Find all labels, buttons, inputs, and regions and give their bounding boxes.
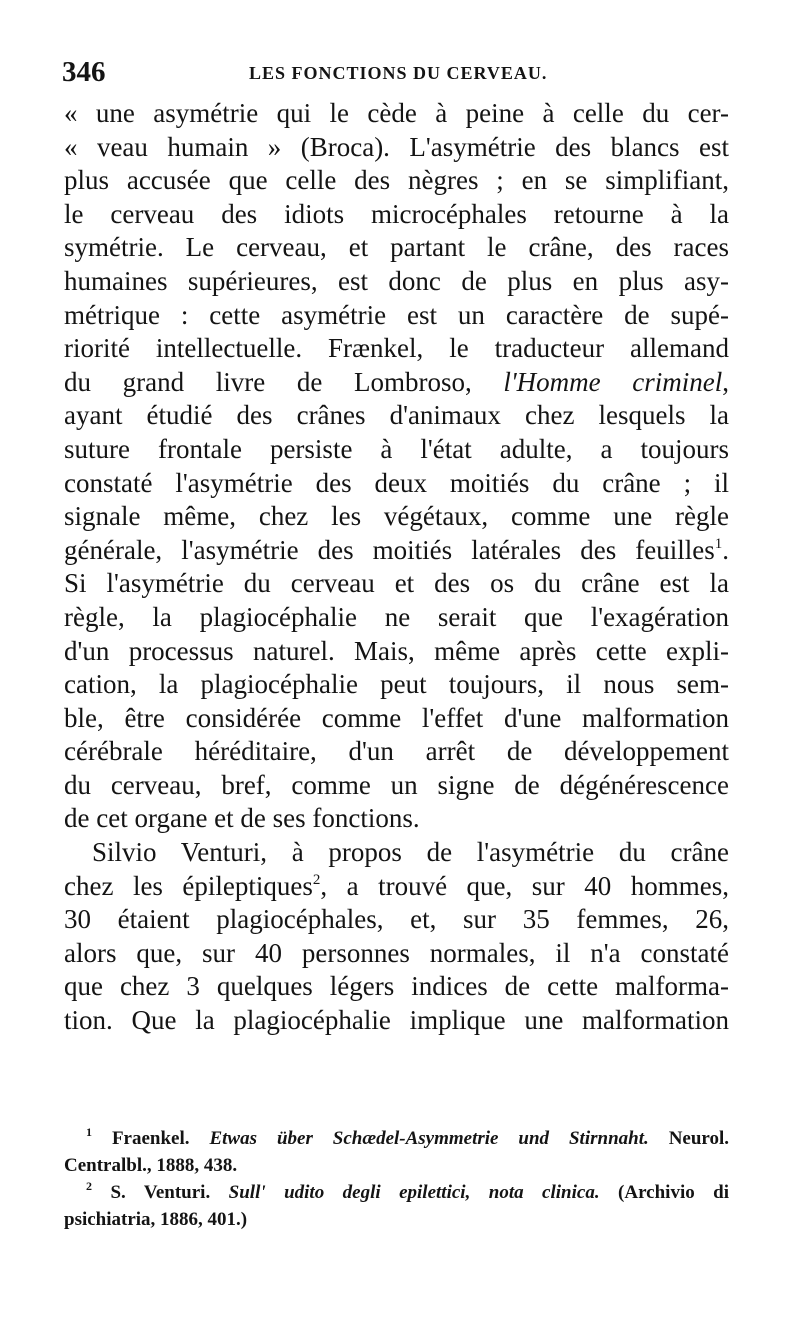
text-line: humaines supérieures, est donc de plus en plus asy- bbox=[64, 265, 729, 296]
text-line bbox=[64, 870, 729, 904]
running-head: LES FONCTIONS DU CERVEAU. bbox=[249, 63, 548, 83]
text-fragment: , a trouvé que, sur 40 hommes, bbox=[320, 870, 729, 901]
text-fragment: chez les épileptiques bbox=[64, 870, 313, 901]
text-line: ayant étudié des crânes d'animaux chez lesquels la bbox=[64, 400, 729, 431]
body-text bbox=[64, 97, 729, 1038]
footnote-2 bbox=[64, 1179, 729, 1206]
footnote-1 bbox=[64, 1125, 729, 1152]
text-fragment: , bbox=[722, 366, 729, 397]
footnote-publication: Neurol. bbox=[668, 1128, 730, 1149]
text-line: du cerveau, bref, comme un signe de dégénérescence bbox=[64, 769, 729, 800]
text-line: « une asymétrie qui le cède à peine à celle du cer- bbox=[64, 98, 729, 128]
footnote-publication: (Archivio di bbox=[618, 1182, 730, 1203]
text-line: « veau humain » (Broca). L'asymétrie des blancs est bbox=[64, 131, 729, 162]
footnote-title: Sull' udito degli epilettici, nota clinica. bbox=[228, 1182, 600, 1203]
text-line: alors que, sur 40 personnes normales, il n'a constaté bbox=[64, 937, 729, 968]
text-fragment: . bbox=[722, 534, 729, 565]
text-line: le cerveau des idiots microcéphales retourne à la bbox=[64, 198, 729, 229]
footnote-2-continued: psichiatria, 1886, 401.) bbox=[64, 1209, 248, 1230]
text-fragment: générale, l'asymétrie des moitiés latérales des feuilles bbox=[64, 534, 715, 565]
footnotes bbox=[64, 1125, 729, 1233]
text-line: règle, la plagiocéphalie ne serait que l'exagération bbox=[64, 601, 729, 632]
text-line: ble, être considérée comme l'effet d'une malformation bbox=[64, 702, 729, 733]
text-line bbox=[64, 534, 729, 568]
text-line: suture frontale persiste à l'état adulte, a toujours bbox=[64, 433, 729, 464]
footnote-mark: 2 bbox=[86, 1179, 92, 1193]
text-line: cérébrale héréditaire, d'un arrêt de développement bbox=[64, 736, 729, 767]
book-title: l'Homme criminel bbox=[503, 366, 723, 397]
footnote-title: Etwas über Schædel-Asymmetrie und Stirnnaht. bbox=[209, 1128, 649, 1149]
text-line: tion. Que la plagiocéphalie implique une malformation bbox=[64, 1005, 729, 1036]
text-line bbox=[64, 366, 729, 400]
text-line: métrique : cette asymétrie est un caractère de supé- bbox=[64, 299, 729, 330]
text-line: signale même, chez les végétaux, comme une règle bbox=[64, 501, 729, 532]
text-line: Si l'asymétrie du cerveau et des os du crâne est la bbox=[64, 568, 729, 599]
text-line: 30 étaient plagiocéphales, et, sur 35 femmes, 26, bbox=[64, 904, 729, 935]
text-line: de cet organe et de ses fonctions. bbox=[64, 803, 420, 834]
page-number: 346 bbox=[62, 56, 106, 88]
footnote-author: Fraenkel. bbox=[111, 1128, 190, 1149]
text-line: cation, la plagiocéphalie peut toujours, il nous sem- bbox=[64, 669, 729, 700]
footnote-1-continued: Centralbl., 1888, 438. bbox=[64, 1155, 238, 1176]
text-line: plus accusée que celle des nègres ; en se simplifiant, bbox=[64, 165, 729, 196]
text-line: Silvio Venturi, à propos de l'asymétrie du crâne bbox=[92, 837, 729, 868]
text-line: constaté l'asymétrie des deux moitiés du crâne ; il bbox=[64, 467, 729, 498]
footnote-ref: 2 bbox=[312, 871, 321, 888]
footnote-author: S. Venturi. bbox=[110, 1182, 211, 1203]
text-line: que chez 3 quelques légers indices de cette malforma- bbox=[64, 971, 729, 1002]
text-line: riorité intellectuelle. Frænkel, le traducteur allemand bbox=[64, 333, 729, 364]
footnote-ref: 1 bbox=[714, 535, 723, 552]
footnote-mark: 1 bbox=[86, 1125, 92, 1139]
text-line: d'un processus naturel. Mais, même après cette expli- bbox=[64, 635, 729, 666]
text-fragment: du grand livre de Lombroso, bbox=[64, 366, 472, 397]
text-line: symétrie. Le cerveau, et partant le crâne, des races bbox=[64, 232, 729, 263]
